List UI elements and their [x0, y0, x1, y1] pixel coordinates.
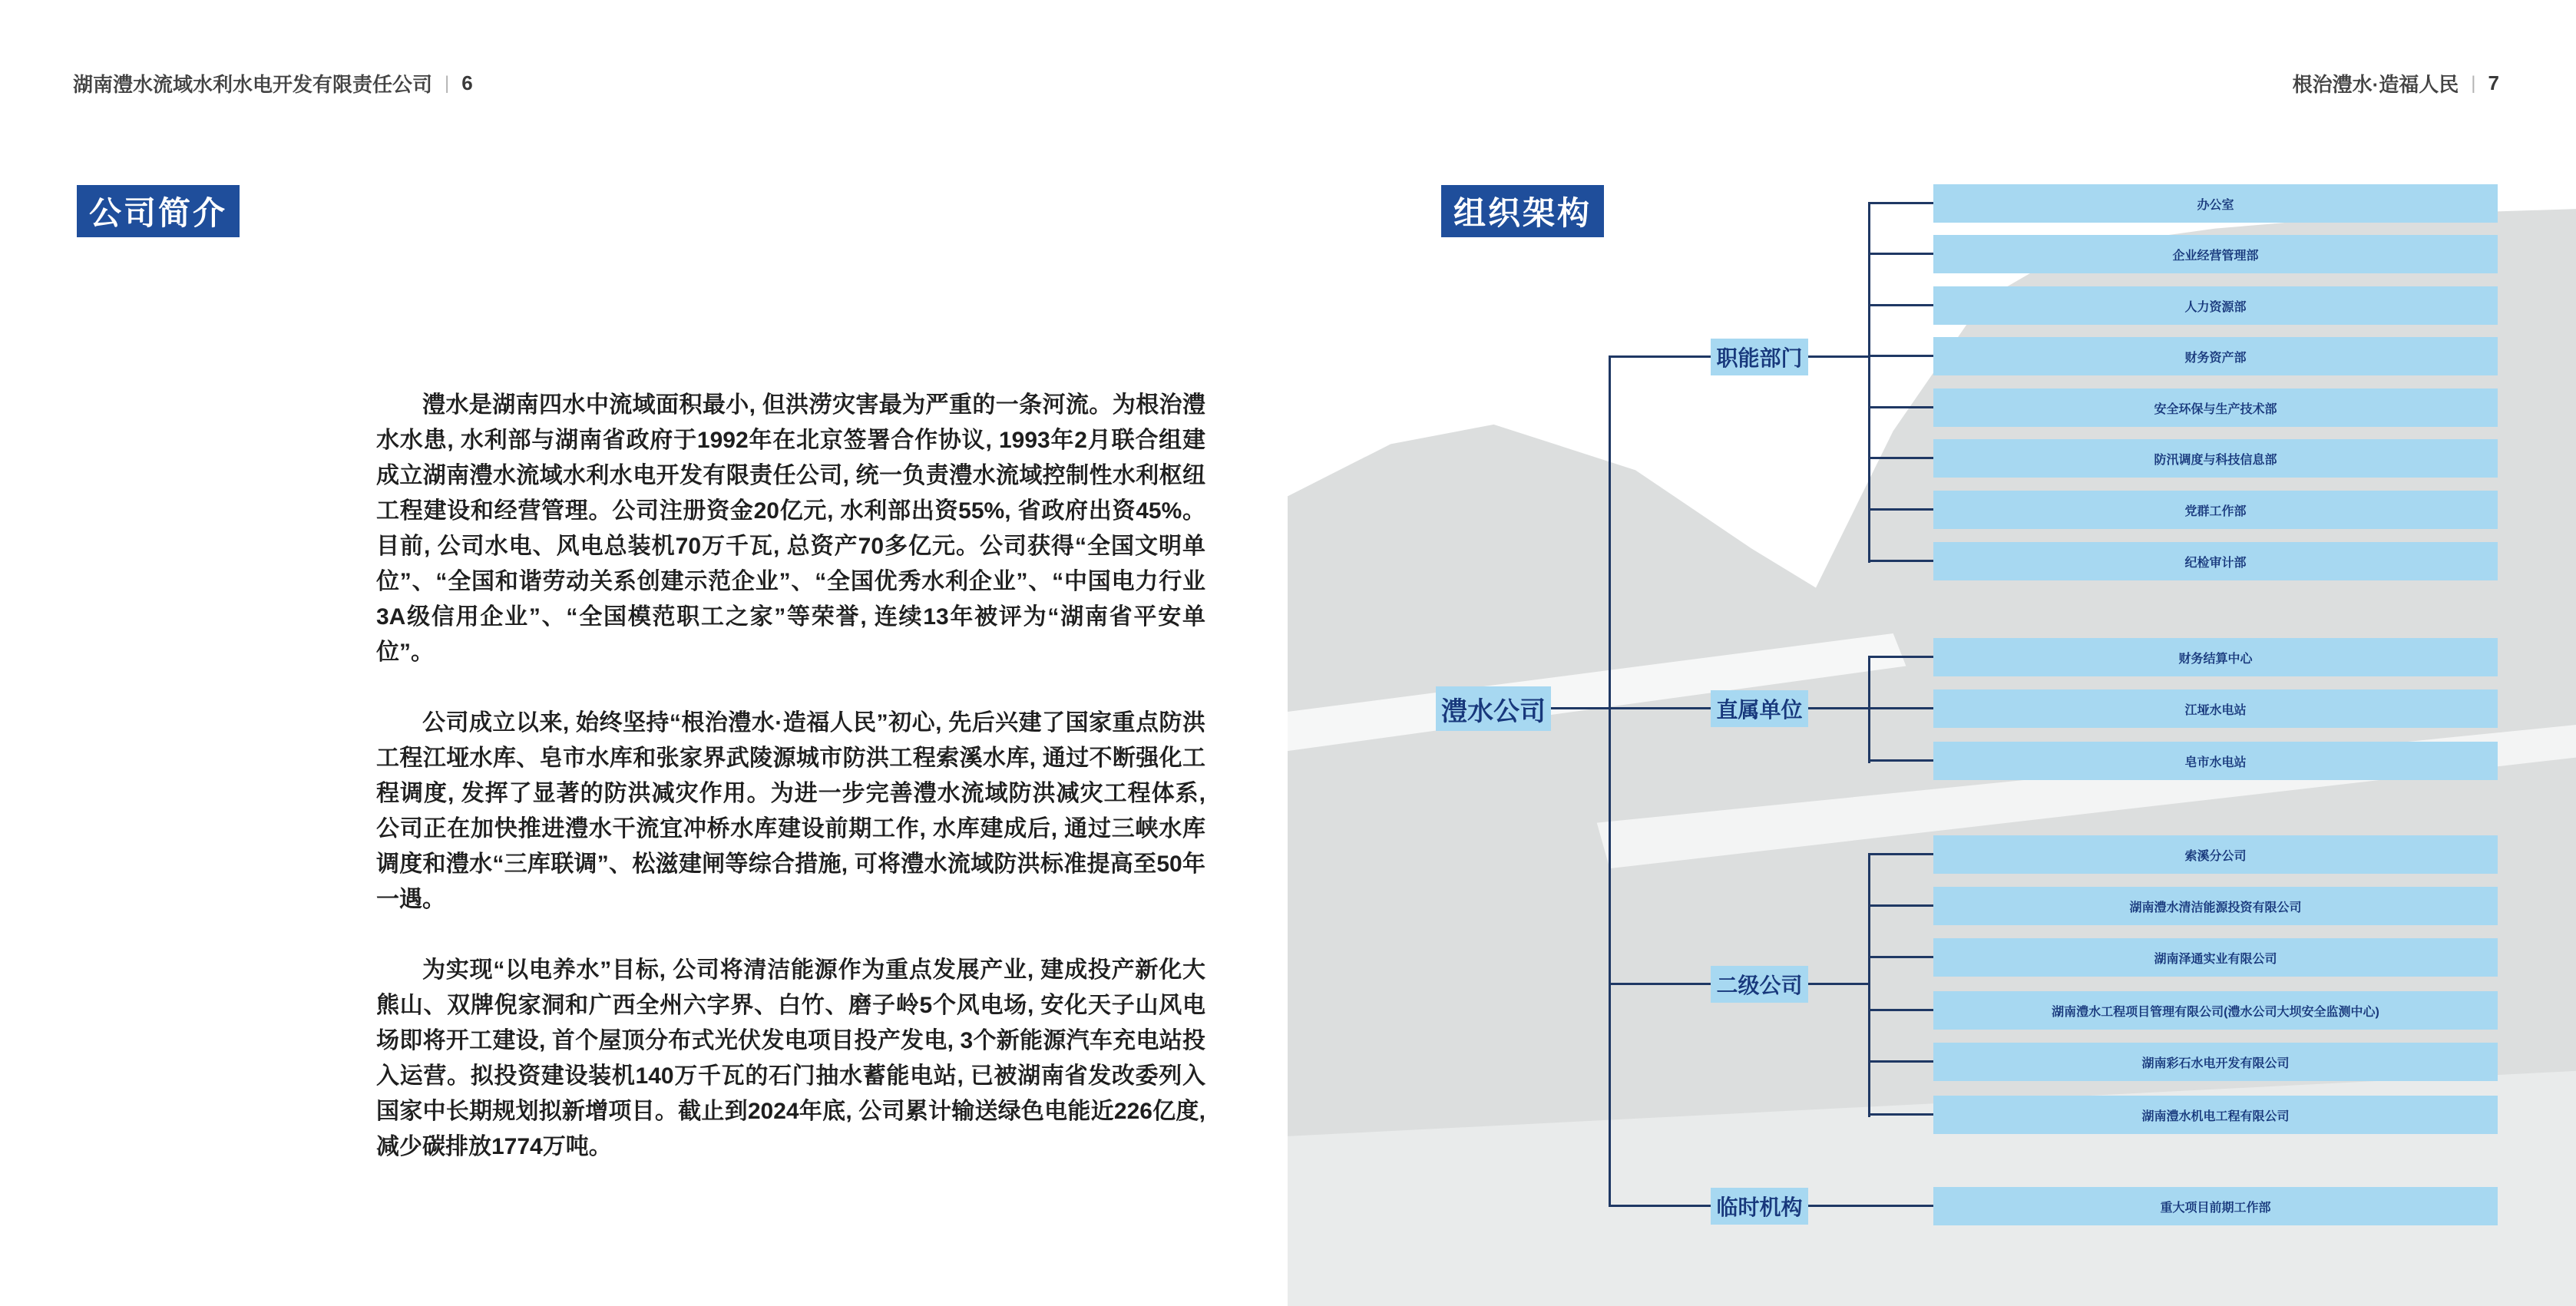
profile-paragraph-2: 公司成立以来, 始终坚持“根治澧水·造福人民”初心, 先后兴建了国家重点防洪工程江垭水库、皂市水库和张家界武陵源城市防洪工程索溪水库, 通过不断强化工程调度, 发挥了显著的防洪减灾作用。为进一步完善澧水流域防洪减灾工程体系, 公司正在加快推进澧水干流宜冲桥水库建设前期工作, 水库建成后, 通过三峡水库调度和澧水“三库联调”、松滋建闸等综合措施, 可将澧水流域防洪标准提高至50年一遇。 — [376, 710, 1205, 912]
org-node: 财务结算中心 — [1933, 638, 2498, 676]
company-profile-body — [376, 388, 1205, 1165]
connector-bracket — [1868, 853, 1870, 1117]
org-node: 财务资产部 — [1933, 337, 2498, 375]
profile-paragraph-1: 澧水是湖南四水中流域面积最小, 但洪涝灾害最为严重的一条河流。为根治澧水水患, 水利部与湖南省政府于1992年在北京签署合作协议, 1993年2月联合组建成立湖南澧水流域水利水电开发有限责任公司, 统一负责澧水流域控制性水利枢纽工程建设和经营管理。公司注册资金20亿元, 水利部出资55%, 省政府出资45%。目前, 公司水电、风电总装机70万千瓦, 总资产70多亿元。公司获得“全国文明单位”、“全国和谐劳动关系创建示范企业”、“全国优秀水利企业”、“中国电力行业3A级信用企业”、“全国模范职工之家”等荣誉, 连续13年被评为“湖南省平安单位”。 — [376, 392, 1205, 665]
section-title-text: 组织架构 — [1453, 195, 1592, 231]
org-node: 重大项目前期工作部 — [1933, 1187, 2498, 1225]
org-category-secondary-companies: 二级公司 — [1711, 966, 1808, 1003]
org-node: 纪检审计部 — [1933, 542, 2498, 580]
org-node: 湖南彩石水电开发有限公司 — [1933, 1043, 2498, 1081]
org-node: 人力资源部 — [1933, 286, 2498, 325]
org-node: 湖南澧水清洁能源投资有限公司 — [1933, 887, 2498, 925]
page-number-left: 6 — [461, 71, 473, 94]
org-node: 办公室 — [1933, 184, 2498, 223]
org-node: 湖南澧水工程项目管理有限公司(澧水公司大坝安全监测中心) — [1933, 991, 2498, 1030]
header-separator: | — [2471, 72, 2476, 94]
org-node: 党群工作部 — [1933, 491, 2498, 529]
slogan: 根治澧水·造福人民 — [2292, 73, 2459, 96]
org-node: 皂市水电站 — [1933, 742, 2498, 780]
connector-trunk — [1609, 355, 1611, 1207]
org-node: 防汛调度与科技信息部 — [1933, 439, 2498, 478]
org-node: 湖南澧水机电工程有限公司 — [1933, 1096, 2498, 1134]
profile-paragraph-3: 为实现“以电养水”目标, 公司将清洁能源作为重点发展产业, 建成投产新化大熊山、双牌倪家洞和广西全州六字界、白竹、磨子岭5个风电场, 安化天子山风电场即将开工建设, 首个屋顶分布式光伏发电项目投产发电, 3个新能源汽车充电站投入运营。拟投资建设装机140万千瓦的石门抽水蓄能电站, 已被湖南省发改委列入国家中长期规划拟新增项目。截止到2024年底, 公司累计输送绿色电能近226亿度, 减少碳排放1774万吨。 — [376, 957, 1205, 1159]
connector-branch — [1808, 983, 1868, 985]
connector-branch — [1611, 983, 1711, 985]
connector-branch — [1808, 355, 1868, 358]
page-number-right: 7 — [2488, 71, 2499, 94]
org-node: 江垭水电站 — [1933, 689, 2498, 728]
connector-root — [1551, 707, 1711, 709]
connector-bracket — [1868, 656, 1870, 763]
org-node: 湖南泽通实业有限公司 — [1933, 938, 2498, 977]
org-root-node: 澧水公司 — [1436, 686, 1551, 731]
org-category-directly-affiliated-units: 直属单位 — [1711, 690, 1808, 727]
section-title-org-structure — [1441, 185, 1604, 237]
connector-branch — [1611, 355, 1711, 358]
org-category-temporary-organizations: 临时机构 — [1711, 1188, 1808, 1225]
section-title-company-profile — [77, 185, 240, 237]
section-title-text: 公司简介 — [88, 195, 227, 231]
connector-branch — [1611, 1205, 1711, 1207]
connector-branch — [1808, 707, 1868, 709]
org-node: 索溪分公司 — [1933, 835, 2498, 874]
org-node: 安全环保与生产技术部 — [1933, 388, 2498, 427]
right-running-head — [2293, 69, 2499, 98]
left-running-head — [73, 69, 473, 98]
company-name: 湖南澧水流域水利水电开发有限责任公司 — [73, 73, 433, 96]
org-category-functional-departments: 职能部门 — [1711, 339, 1808, 375]
org-node: 企业经营管理部 — [1933, 235, 2498, 273]
header-separator: | — [445, 72, 450, 94]
